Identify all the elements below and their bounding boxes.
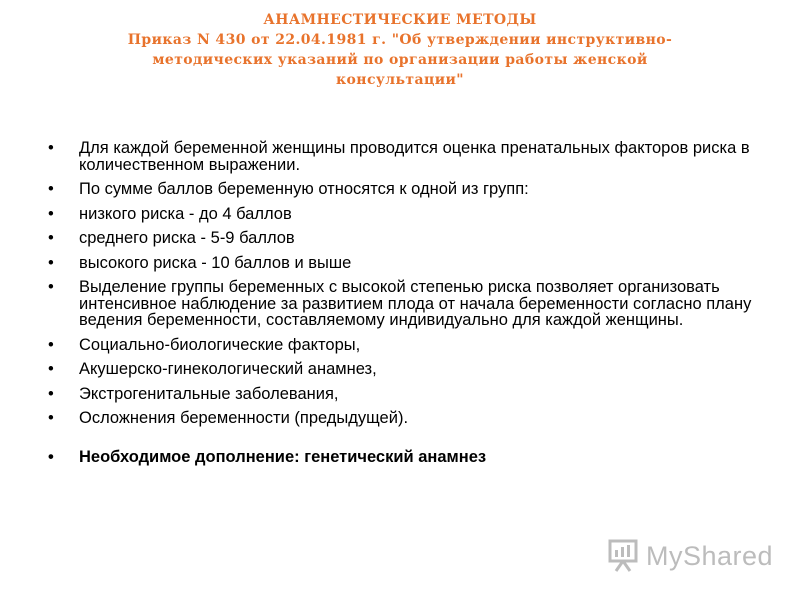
list-item-text: По сумме баллов беременную относятся к одной из групп:: [79, 180, 529, 198]
list-item-text: Экстрогенитальные заболевания,: [79, 384, 339, 403]
list-item: [48, 140, 768, 173]
list-item: [48, 386, 768, 403]
title-line-3: методических указаний по организации работы женской: [152, 52, 648, 68]
list-item-text: низкого риска - до 4 баллов: [79, 204, 292, 223]
bullet-icon: •: [48, 139, 54, 157]
list-item: [48, 181, 768, 198]
list-item: [48, 361, 768, 378]
bullet-icon: •: [48, 409, 54, 427]
bullet-icon: •: [48, 335, 54, 354]
list-item: [48, 206, 768, 223]
list-item-text: Акушерско-гинекологический анамнез,: [79, 360, 377, 378]
list-item-text: Выделение группы беременных с высокой степенью риска позволяет организовать интенсивное наблюдение за развитием плода от начала беременности согласно плану ведения беременности, составляемому индивидуально для каждой женщины.: [79, 278, 752, 329]
final-list-item-text: Необходимое дополнение: генетический анамнез: [79, 447, 487, 466]
title-line-4: консультации": [336, 72, 464, 88]
list-item-text: Для каждой беременной женщины проводится оценка пренатальных факторов риска в количественном выражении.: [79, 139, 750, 174]
final-list-item: [48, 449, 768, 466]
bullet-icon: •: [48, 278, 54, 296]
title-line-1: АНАМНЕСТИЧЕСКИЕ МЕТОДЫ: [263, 12, 537, 28]
bullet-icon: •: [48, 253, 54, 272]
slide-title: [88, 10, 712, 90]
list-item-text: Осложнения беременности (предыдущей).: [79, 409, 409, 427]
bullet-icon: •: [48, 180, 54, 198]
list-item-text: высокого риска - 10 баллов и выше: [79, 253, 352, 272]
watermark-logo: [606, 536, 773, 576]
list-item-text: Социально-биологические факторы,: [79, 335, 361, 354]
bullet-icon: •: [48, 384, 54, 403]
bullet-icon: •: [48, 360, 54, 378]
bullet-icon: •: [48, 447, 54, 466]
bullet-icon: •: [48, 204, 54, 223]
title-line-2: Приказ N 430 от 22.04.1981 г. "Об утверждении инструктивно-: [127, 32, 673, 48]
list-item: [48, 337, 768, 354]
list-item-text: среднего риска - 5-9 баллов: [79, 229, 295, 247]
list-item: [48, 230, 768, 247]
presentation-board-icon: [606, 538, 642, 574]
bullet-icon: •: [48, 229, 54, 247]
list-item: [48, 255, 768, 272]
list-item: [48, 279, 768, 329]
bullet-list: [48, 140, 768, 473]
watermark-text: MyShared: [646, 540, 774, 571]
list-item: [48, 410, 768, 427]
